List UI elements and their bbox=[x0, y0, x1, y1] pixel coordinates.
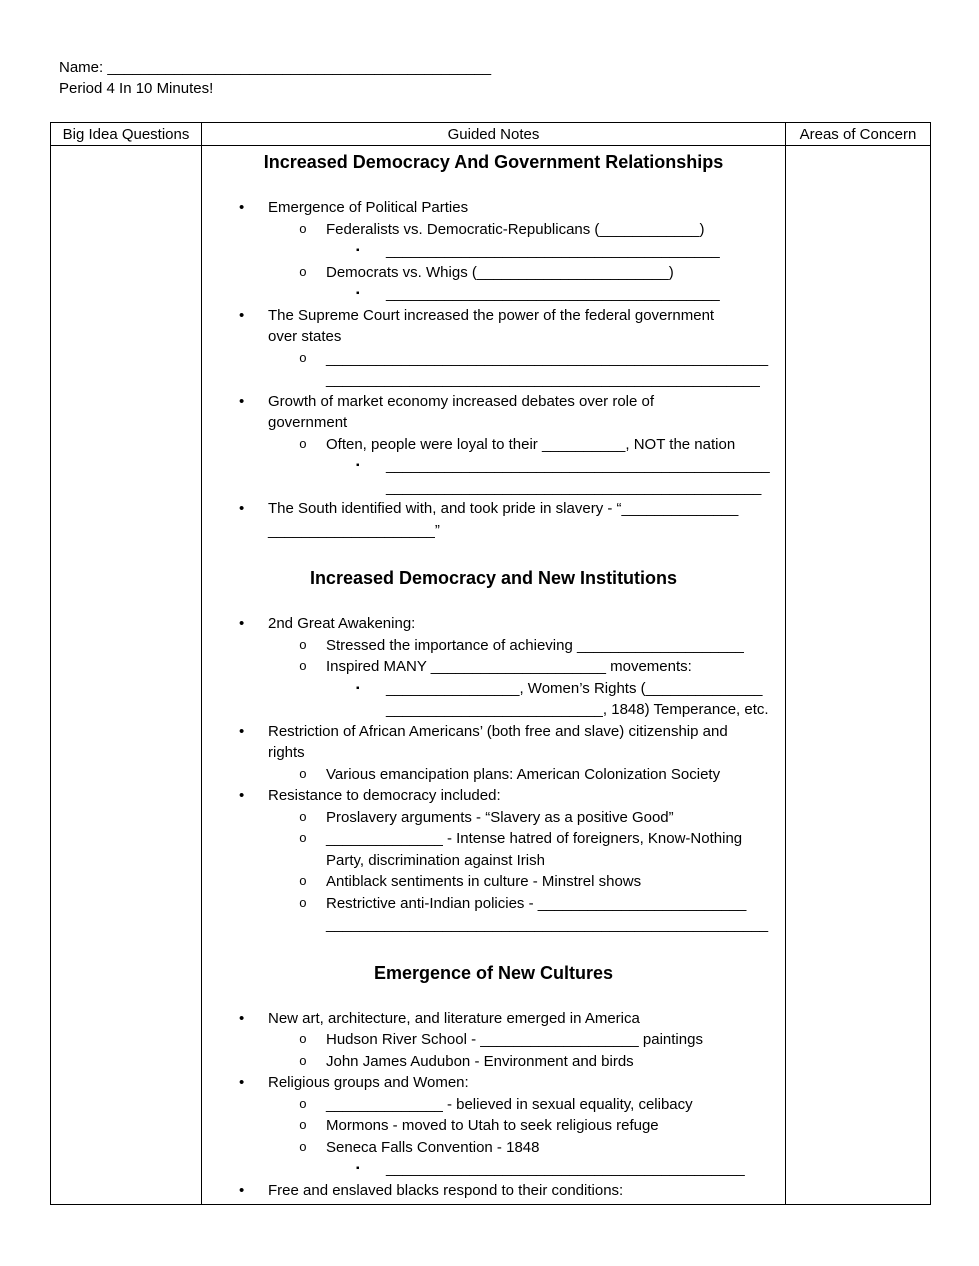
note-text: ________________, Women’s Rights (______________ bbox=[386, 679, 763, 697]
note-line bbox=[202, 1051, 785, 1073]
table-body-row bbox=[51, 146, 931, 1205]
bullet-circle-icon: o bbox=[299, 809, 307, 825]
note-line bbox=[202, 1115, 785, 1137]
bullet-square-icon: ▪ bbox=[356, 682, 360, 694]
note-text: Seneca Falls Convention - 1848 bbox=[326, 1138, 540, 1156]
bullet-disc-icon: • bbox=[239, 500, 245, 517]
note-text: Free and enslaved blacks respond to their conditions: bbox=[268, 1181, 624, 1199]
note-text: ______________ - Intense hatred of foreigners, Know-Nothing bbox=[326, 830, 743, 847]
note-text: Party, discrimination against Irish bbox=[326, 851, 545, 869]
note-text: ____________________” bbox=[268, 521, 440, 539]
bullet-square-icon: ▪ bbox=[356, 245, 360, 256]
note-text: The Supreme Court increased the power of the federal government bbox=[268, 306, 715, 324]
note-text: The South identified with, and took pride in slavery - “______________ bbox=[268, 500, 739, 517]
note-line bbox=[202, 1094, 785, 1116]
note-line bbox=[202, 764, 785, 786]
bullet-circle-icon: o bbox=[299, 1053, 307, 1069]
name-line: Name: ______________________________________________ bbox=[59, 59, 492, 76]
note-text: ____________________________________________________ bbox=[326, 371, 760, 388]
big-idea-questions-cell bbox=[51, 146, 202, 1205]
note-line bbox=[202, 1137, 785, 1159]
bullet-circle-icon: o bbox=[299, 1118, 307, 1133]
notes-section bbox=[202, 566, 785, 936]
note-text: _____________________________________________________ bbox=[326, 916, 769, 933]
note-line bbox=[202, 348, 785, 370]
note-line bbox=[202, 1029, 785, 1051]
note-line bbox=[202, 219, 785, 241]
note-line bbox=[202, 828, 785, 850]
note-line bbox=[202, 498, 785, 520]
note-text: Restrictive anti-Indian policies - _________________________ bbox=[326, 894, 747, 912]
bullet-disc-icon: • bbox=[239, 722, 245, 740]
note-line bbox=[202, 635, 785, 657]
note-text: Stressed the importance of achieving ____________________ bbox=[326, 636, 744, 654]
note-line bbox=[202, 1072, 785, 1094]
note-text: 2nd Great Awakening: bbox=[268, 615, 416, 632]
note-line bbox=[202, 262, 785, 284]
note-text: Various emancipation plans: American Colonization Society bbox=[326, 765, 721, 783]
bullet-disc-icon: • bbox=[239, 1009, 245, 1027]
col-header-guided-notes: Guided Notes bbox=[202, 123, 786, 146]
areas-of-concern-cell bbox=[786, 146, 931, 1205]
note-text: ___________________________________________ bbox=[386, 1160, 745, 1177]
note-line bbox=[202, 893, 785, 915]
note-line bbox=[202, 197, 785, 219]
note-line bbox=[202, 305, 785, 327]
note-text: Growth of market economy increased debates over role of bbox=[268, 392, 655, 410]
note-line bbox=[202, 850, 785, 872]
note-line bbox=[202, 656, 785, 678]
note-line bbox=[202, 613, 785, 635]
note-line bbox=[202, 391, 785, 413]
table-header-row bbox=[51, 123, 931, 146]
bullet-disc-icon: • bbox=[239, 392, 245, 410]
note-text: ______________________________________________ bbox=[386, 457, 770, 474]
bullet-circle-icon: o bbox=[299, 874, 307, 889]
worksheet-table bbox=[50, 122, 931, 1205]
bullet-circle-icon: o bbox=[299, 637, 307, 653]
note-text: Mormons - moved to Utah to seek religious refuge bbox=[326, 1117, 659, 1134]
bullet-circle-icon: o bbox=[299, 1139, 307, 1155]
note-line bbox=[202, 477, 785, 499]
note-text: rights bbox=[268, 744, 305, 761]
note-text: over states bbox=[268, 328, 342, 345]
note-line bbox=[202, 434, 785, 456]
note-text: Often, people were loyal to their __________, NOT the nation bbox=[326, 435, 736, 453]
bullet-square-icon: ▪ bbox=[356, 460, 360, 471]
note-text: Federalists vs. Democratic-Republicans (____________) bbox=[326, 220, 705, 238]
note-text: _____________________________________________ bbox=[386, 478, 762, 496]
bullet-circle-icon: o bbox=[299, 895, 307, 911]
section-title: Increased Democracy And Government Relationships bbox=[263, 152, 724, 172]
bullet-disc-icon: • bbox=[239, 1181, 245, 1199]
bullet-square-icon: ▪ bbox=[356, 1163, 360, 1174]
note-text: John James Audubon - Environment and birds bbox=[326, 1052, 634, 1070]
bullet-disc-icon: • bbox=[239, 615, 245, 632]
note-text: ______________ - believed in sexual equality, celibacy bbox=[326, 1095, 693, 1113]
note-line bbox=[202, 678, 785, 700]
bullet-circle-icon: o bbox=[299, 264, 307, 280]
note-text: Restriction of African Americans’ (both free and slave) citizenship and bbox=[268, 722, 728, 740]
note-line bbox=[202, 412, 785, 434]
note-text: __________________________, 1848) Temperance, etc. bbox=[386, 701, 769, 718]
notes-section bbox=[202, 150, 785, 541]
col-header-areas-of-concern: Areas of Concern bbox=[786, 123, 931, 146]
note-text: Antiblack sentiments in culture - Minstrel shows bbox=[326, 873, 642, 890]
guided-notes-cell bbox=[202, 146, 786, 1205]
section-title: Emergence of New Cultures bbox=[373, 962, 614, 983]
bullet-circle-icon: o bbox=[299, 1032, 307, 1047]
note-text: New art, architecture, and literature emerged in America bbox=[268, 1009, 640, 1027]
section-title: Increased Democracy and New Institutions bbox=[309, 568, 678, 588]
bullet-circle-icon: o bbox=[299, 436, 307, 452]
bullet-disc-icon: • bbox=[239, 787, 245, 804]
note-line bbox=[202, 785, 785, 807]
note-line bbox=[202, 914, 785, 936]
bullet-circle-icon: o bbox=[299, 1096, 307, 1112]
bullet-circle-icon: o bbox=[299, 831, 307, 846]
header-block bbox=[59, 57, 491, 99]
note-text: Religious groups and Women: bbox=[268, 1074, 469, 1091]
bullet-disc-icon: • bbox=[239, 1074, 245, 1091]
period-line: Period 4 In 10 Minutes! bbox=[59, 80, 214, 97]
guided-notes-content bbox=[202, 146, 785, 1201]
bullet-circle-icon: o bbox=[299, 766, 307, 782]
note-text: ________________________________________ bbox=[386, 242, 720, 259]
note-text: government bbox=[268, 414, 348, 431]
bullet-circle-icon: o bbox=[299, 659, 307, 674]
note-line bbox=[202, 721, 785, 743]
note-line bbox=[202, 455, 785, 477]
note-line bbox=[202, 369, 785, 391]
note-text: _____________________________________________________ bbox=[326, 349, 769, 367]
note-line bbox=[202, 871, 785, 893]
note-line bbox=[202, 326, 785, 348]
note-text: Hudson River School - ___________________ paintings bbox=[326, 1031, 703, 1048]
note-line bbox=[202, 1180, 785, 1202]
col-header-big-idea-questions: Big Idea Questions bbox=[51, 123, 202, 146]
note-line bbox=[202, 807, 785, 829]
note-line bbox=[202, 240, 785, 262]
note-text: ________________________________________ bbox=[386, 285, 720, 302]
note-line bbox=[202, 520, 785, 542]
note-text: Resistance to democracy included: bbox=[268, 787, 501, 804]
bullet-square-icon: ▪ bbox=[356, 288, 360, 299]
bullet-disc-icon: • bbox=[239, 199, 245, 216]
note-line bbox=[202, 1158, 785, 1180]
note-text: Proslavery arguments - “Slavery as a positive Good” bbox=[326, 808, 674, 826]
bullet-disc-icon: • bbox=[239, 306, 245, 324]
note-line bbox=[202, 742, 785, 764]
bullet-circle-icon: o bbox=[299, 350, 307, 366]
note-text: Emergence of Political Parties bbox=[268, 199, 469, 216]
note-line bbox=[202, 283, 785, 305]
notes-section bbox=[202, 961, 785, 1202]
note-text: Inspired MANY _____________________ movements: bbox=[326, 658, 692, 675]
note-text: Democrats vs. Whigs (_______________________) bbox=[326, 263, 674, 281]
bullet-circle-icon: o bbox=[299, 221, 307, 237]
note-line bbox=[202, 699, 785, 721]
note-line bbox=[202, 1008, 785, 1030]
